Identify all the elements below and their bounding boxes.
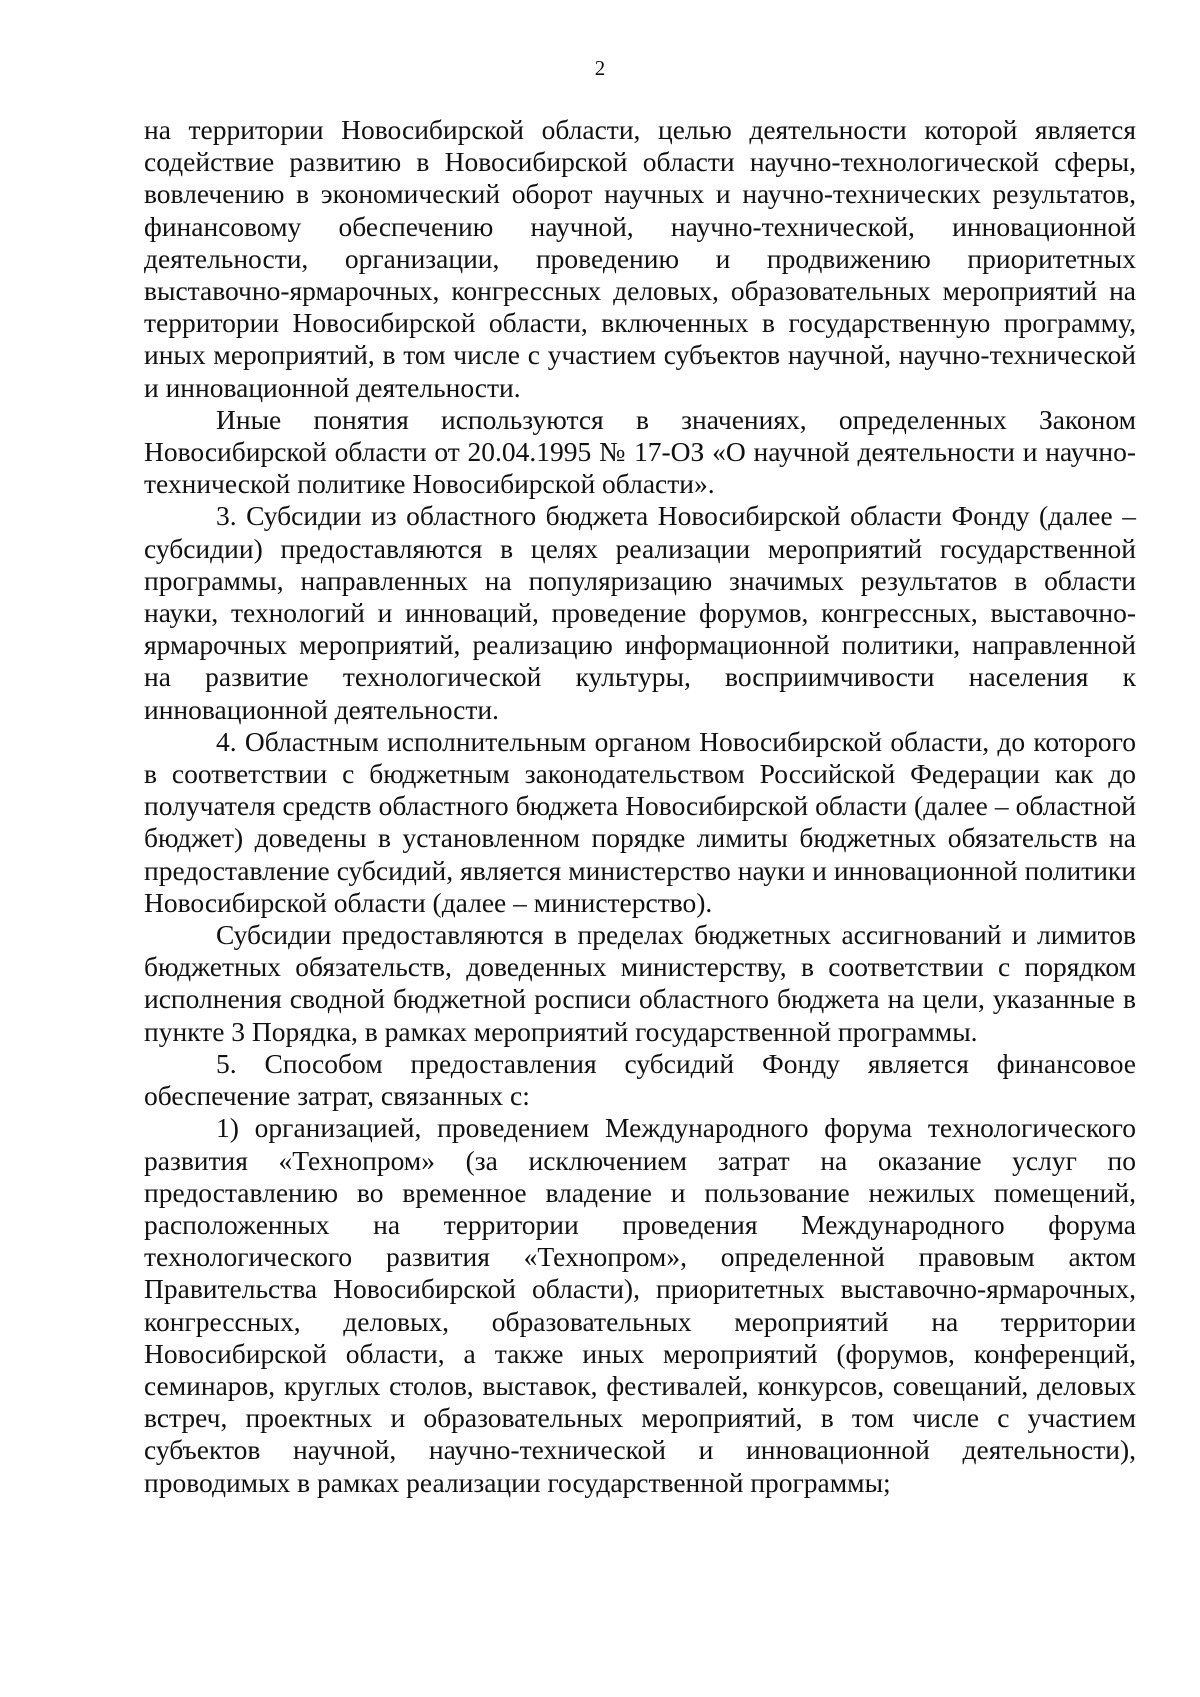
paragraph-subitem-1: 1) организацией, проведением Международного форума технологического развития «Технопром» (за исключением затрат на оказание услуг по предоставлению во временное владение и пользование нежилых помещений, расположенных на территории проведения Международного форума технологического развития «Технопром», определенной правовым актом Правительства Новосибирской области), приоритетных выставочно-ярмарочных, конгрессных, деловых, образовательных мероприятий на территории Новосибирской области, а также иных мероприятий (форумов, конференций, семинаров, круглых столов, выставок, фестивалей, конкурсов, совещаний, деловых встреч, проектных и образовательных мероприятий, в том числе с участием субъектов научной, научно-технической и инновационной деятельности), проводимых в рамках реализации государственной программы; xyxy=(144,1112,1136,1498)
paragraph-item-3: 3. Субсидии из областного бюджета Новосибирской области Фонду (далее – субсидии) предоставляются в целях реализации мероприятий государственной программы, направленных на популяризацию значимых результатов в области науки, технологий и инноваций, проведение форумов, конгрессных, выставочно-ярмарочных мероприятий, реализацию информационной политики, направленной на развитие технологической культуры, восприимчивости населения к инновационной деятельности. xyxy=(144,500,1136,725)
page-number: 2 xyxy=(594,56,606,80)
paragraph-subsidies-limits: Субсидии предоставляются в пределах бюджетных ассигнований и лимитов бюджетных обязательств, доведенных министерству, в соответствии с порядком исполнения сводной бюджетной росписи областного бюджета на цели, указанные в пункте 3 Порядка, в рамках мероприятий государственной программы. xyxy=(144,919,1136,1047)
paragraph-item-4: 4. Областным исполнительным органом Новосибирской области, до которого в соответствии с бюджетным законодательством Российской Федерации как до получателя средств областного бюджета Новосибирской области (далее – областной бюджет) доведены в установленном порядке лимиты бюджетных обязательств на предоставление субсидий, является министерство науки и инновационной политики Новосибирской области (далее – министерство). xyxy=(144,725,1136,918)
document-body xyxy=(144,114,1136,1499)
paragraph-definitions: Иные понятия используются в значениях, определенных Законом Новосибирской области от 20.04.1995 № 17-ОЗ «О научной деятельности и научно-технической политике Новосибирской области». xyxy=(144,403,1136,500)
paragraph-item-5: 5. Способом предоставления субсидий Фонду является финансовое обеспечение затрат, связанных с: xyxy=(144,1047,1136,1112)
paragraph-continuation: на территории Новосибирской области, целью деятельности которой является содействие развитию в Новосибирской области научно-технологической сферы, вовлечению в экономический оборот научных и научно-технических результатов, финансовому обеспечению научной, научно-технической, инновационной деятельности, организации, проведению и продвижению приоритетных выставочно-ярмарочных, конгрессных деловых, образовательных мероприятий на территории Новосибирской области, включенных в государственную программу, иных мероприятий, в том числе с участием субъектов научной, научно-технической и инновационной деятельности. xyxy=(144,114,1136,403)
